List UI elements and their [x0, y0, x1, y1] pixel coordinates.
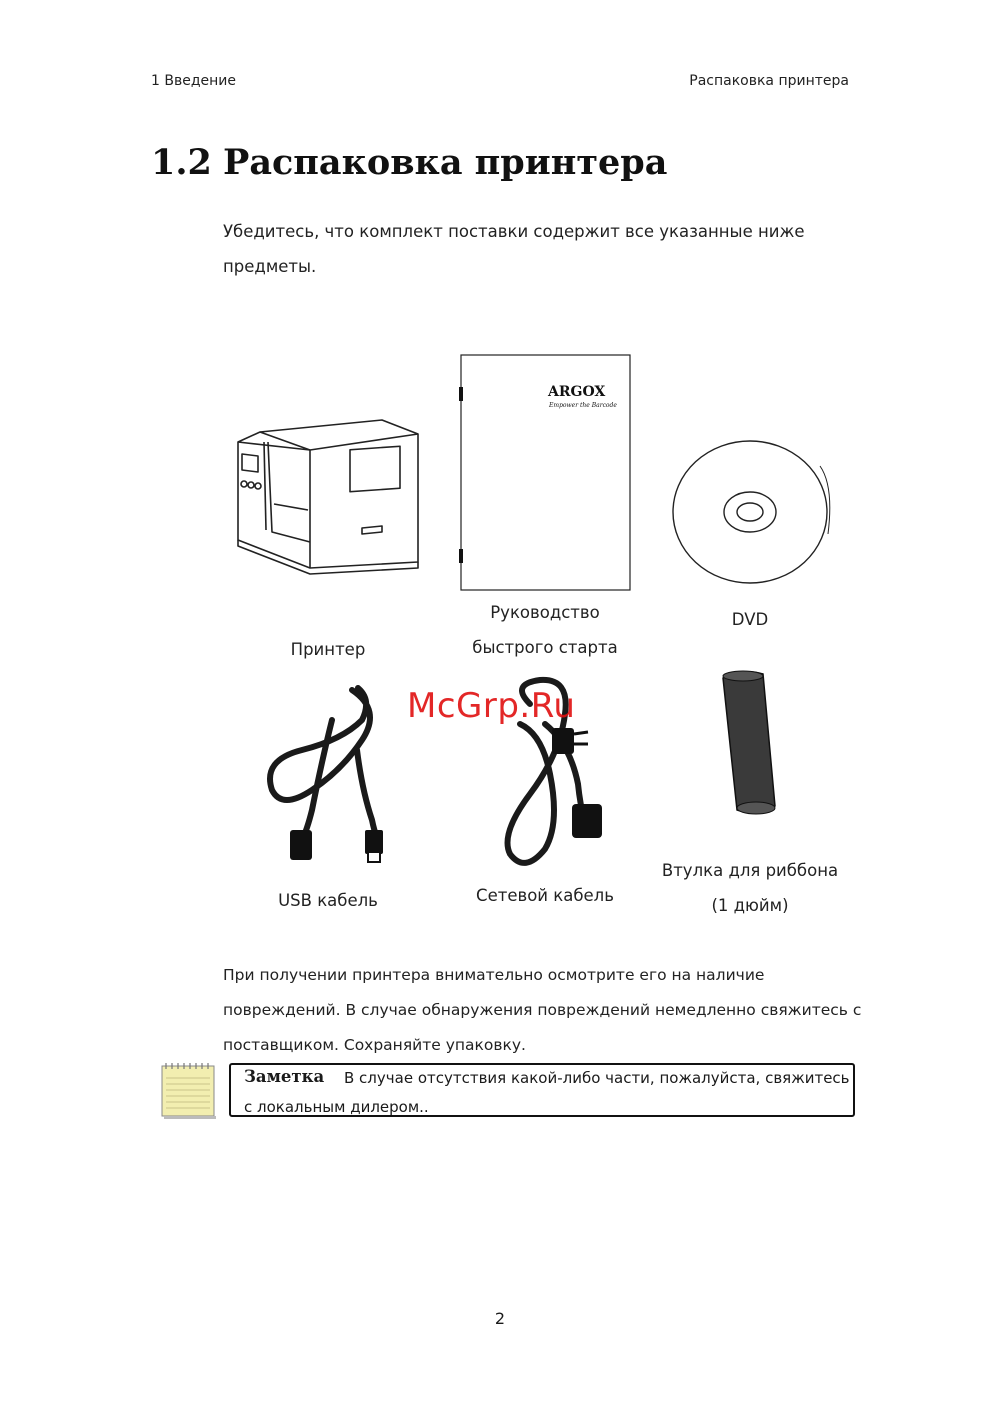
caption-printer: Принтер [290, 640, 366, 659]
caption-usb-cable: USB кабель [278, 891, 378, 910]
note-label: Заметка [244, 1067, 325, 1086]
caption-power-cable: Сетевой кабель [476, 886, 614, 905]
caption-quick-guide-line1: Руководство [490, 603, 600, 622]
notepad-icon [158, 1060, 218, 1120]
caption-ribbon-core-line1: Втулка для риббона [661, 861, 839, 880]
usb-cable-illustration [262, 680, 392, 870]
ribbon-core-illustration [715, 668, 785, 818]
section-title [151, 142, 667, 183]
page-number: 2 [494, 1309, 506, 1328]
running-header-section: Распаковка принтера [689, 73, 849, 89]
inspection-paragraph: При получении принтера внимательно осмотрите его на наличие повреждений. В случае обнаружения повреждений немедленно свяжитесь с поставщиком. Сохраняйте упаковку. [223, 966, 862, 1054]
printer-illustration [232, 412, 428, 572]
quick-guide-illustration [458, 353, 634, 593]
running-header-chapter: 1 Введение [151, 73, 236, 89]
note-text-line1: В случае отсутствия какой-либо части, пожалуйста, свяжитесь [344, 1069, 850, 1087]
watermark: McGrp.Ru [407, 686, 576, 726]
note-box [229, 1063, 855, 1117]
argox-logo-tagline: Empower the Barcode [549, 402, 617, 409]
note-text-line2: с локальным дилером.. [244, 1098, 429, 1116]
caption-quick-guide-line2: быстрого старта [472, 638, 618, 657]
caption-ribbon-core-line2: (1 дюйм) [711, 896, 789, 915]
section-title-text: Распаковка принтера [223, 142, 668, 183]
intro-paragraph: Убедитесь, что комплект поставки содержит все указанные ниже предметы. [223, 222, 805, 276]
dvd-illustration [670, 436, 834, 584]
section-number: 1.2 [151, 142, 212, 183]
argox-logo-text: ARGOX [548, 384, 606, 400]
caption-dvd: DVD [731, 610, 769, 629]
